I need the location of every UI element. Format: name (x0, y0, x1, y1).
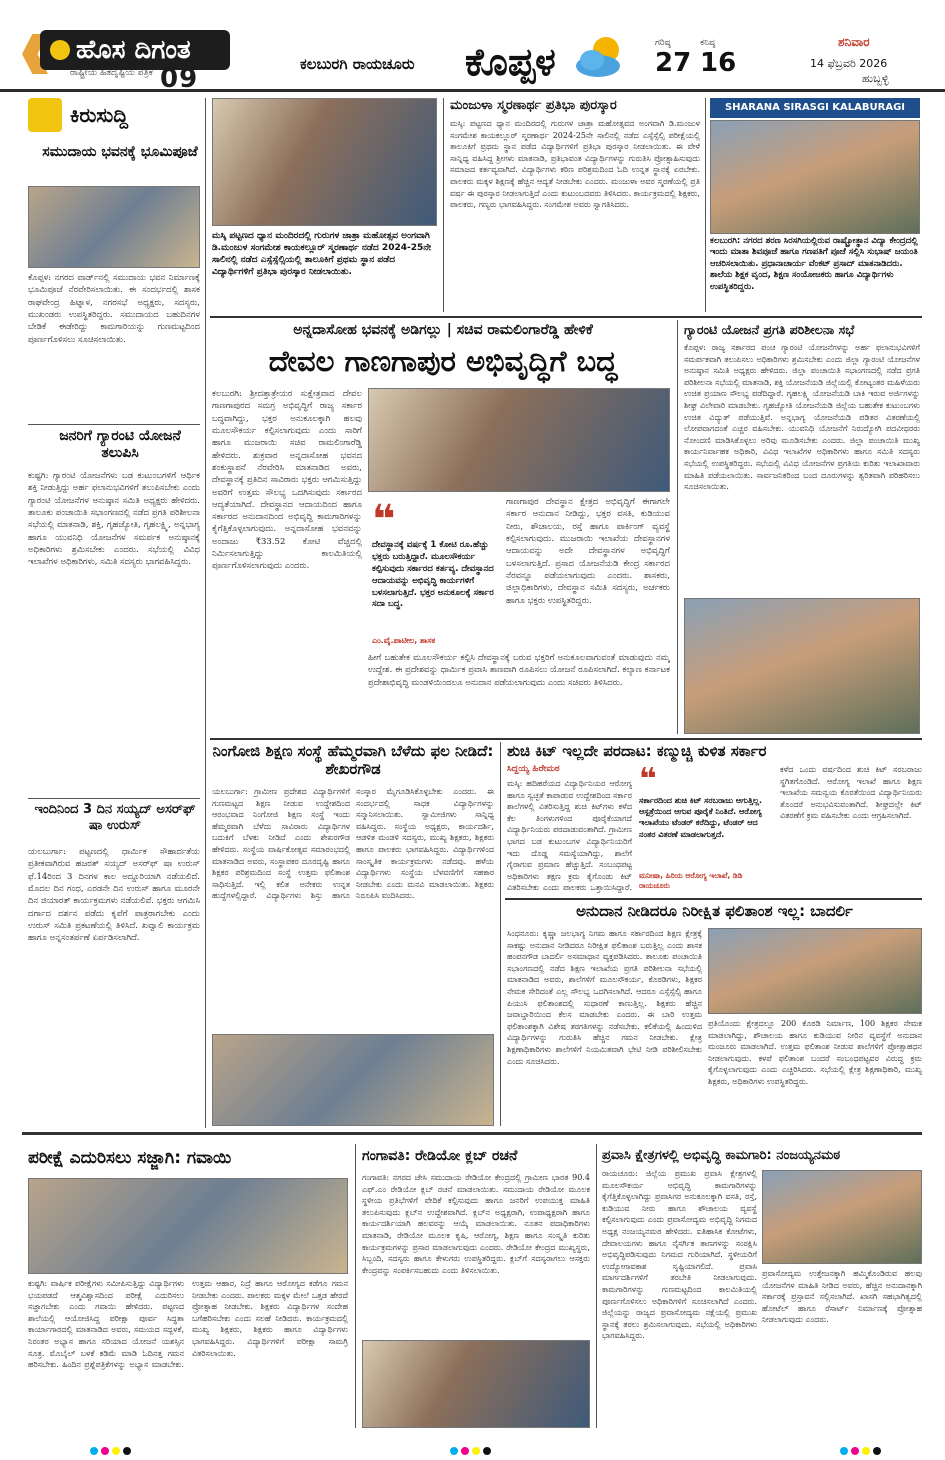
kirusuddi-item1-title: ಸಮುದಾಯ ಭವನಕ್ಕೆ ಭೂಮಿಪೂಜೆ (42, 144, 198, 160)
pariksha-title: ಪರೀಕ್ಷೆ ಎದುರಿಸಲು ಸಜ್ಜಾಗಿ: ಗವಾಯಿ (28, 1148, 232, 1168)
felicitation-photo (212, 98, 437, 226)
ningoji-photo (212, 1034, 494, 1126)
ningoji-body: ಯಲಬುರ್ಗಾ: ಗ್ರಾಮೀಣ ಪ್ರದೇಶದ ವಿದ್ಯಾರ್ಥಿಗಳಿಗೆ ಗುಣಮಟ್ಟದ ಶಿಕ್ಷಣ ನೀಡುವ ಉದ್ದೇಶದಿಂದ ಆರಂಭವಾದ ನಿಂಗೋಜಿ ಶಿಕ್ಷಣ ಸಂಸ್ಥೆ ಇಂದು ಹೆಮ್ಮರವಾಗಿ ಬೆಳೆದು ಸಾವಿರಾರು ವಿದ್ಯಾರ್ಥಿಗಳ ಬದುಕಿಗೆ ಬೆಳಕು ನೀಡಿದೆ ಎಂದು ಶೇಖರಗೌಡ ಹೇಳಿದರು. ಸಂಸ್ಥೆಯ ವಾರ್ಷಿಕೋತ್ಸವ ಸಮಾರಂಭದಲ್ಲಿ ಮಾತನಾಡಿದ ಅವರು, ಸಂಸ್ಥಾಪಕರ ದೂರದೃಷ್ಟಿ ಹಾಗೂ ಶಿಕ್ಷಕರ ಪರಿಶ್ರಮದಿಂದ ಸಂಸ್ಥೆ ಉತ್ತಮ ಫಲಿತಾಂಶ ಸಾಧಿಸುತ್ತಿದೆ. ಇಲ್ಲಿ ಕಲಿತ ಅನೇಕರು ಉನ್ನತ ಹುದ್ದೆಗಳಲ್ಲಿದ್ದಾರೆ. ವಿದ್ಯಾರ್ಥಿಗಳು ಶಿಸ್ತು ಹಾಗೂ ಸಂಸ್ಕಾರ ಮೈಗೂಡಿಸಿಕೊಳ್ಳಬೇಕು ಎಂದರು. ಈ ಸಂದರ್ಭದಲ್ಲಿ ಸಾಧಕ ವಿದ್ಯಾರ್ಥಿಗಳನ್ನು ಸನ್ಮಾನಿಸಲಾಯಿತು. ಸ್ವಾಮೀಜಿಗಳು ಸಾನ್ನಿಧ್ಯ ವಹಿಸಿದ್ದರು. ಸಂಸ್ಥೆಯ ಅಧ್ಯಕ್ಷರು, ಕಾರ್ಯದರ್ಶಿ, ಆಡಳಿತ ಮಂಡಳಿ ಸದಸ್ಯರು, ಮುಖ್ಯ ಶಿಕ್ಷಕರು, ಶಿಕ್ಷಕರು ಹಾಗೂ ಪಾಲಕರು ಭಾಗವಹಿಸಿದ್ದರು. ವಿದ್ಯಾರ್ಥಿಗಳಿಂದ ಸಾಂಸ್ಕೃತಿಕ ಕಾರ್ಯಕ್ರಮಗಳು ನಡೆದವು. ಹಳೆಯ ವಿದ್ಯಾರ್ಥಿಗಳು ಸಂಸ್ಥೆಯ ಬೆಳವಣಿಗೆಗೆ ಸಹಕಾರ ನೀಡಬೇಕು ಎಂದು ಮನವಿ ಮಾಡಲಾಯಿತು. ಶಿಕ್ಷಕರು ನಿರೂಪಿಸಿ ವಂದಿಸಿದರು. (212, 787, 494, 901)
guarantee-photo (684, 598, 920, 734)
lead-photo (368, 388, 670, 492)
weekday: ಶನಿವಾರ (838, 35, 870, 49)
pravasi-body-2: ಪ್ರವಾಸೋದ್ಯಮ ಉತ್ತೇಜನಕ್ಕಾಗಿ ಹಮ್ಮಿಕೊಂಡಿರುವ ಹಲವು ಯೋಜನೆಗಳ ಮಾಹಿತಿ ನೀಡಿದ ಅವರು, ಹೆಚ್ಚಿನ ಅನುದಾನಕ್ಕಾಗಿ ಸರ್ಕಾರಕ್ಕೆ ಪ್ರಸ್ತಾವನೆ ಸಲ್ಲಿಸಲಾಗಿದೆ. ಖಾಸಗಿ ಸಹಭಾಗಿತ್ವದಲ್ಲಿ ಹೋಟೆಲ್ ಹಾಗೂ ರೆಸಾರ್ಟ್ ನಿರ್ಮಾಣಕ್ಕೆ ಪ್ರೋತ್ಸಾಹ ನೀಡಲಾಗುವುದು ಎಂದರು. (762, 1269, 922, 1325)
region-cities: ಕಲಬುರಗಿ ರಾಯಚೂರು (300, 55, 415, 73)
column-rule (705, 98, 706, 312)
issue-date: 14 ಫೆಬ್ರವರಿ 2026 (810, 57, 888, 70)
shuchi-quote-text: ಸರ್ಕಾರದಿಂದ ಶುಚಿ ಕಿಟ್ ಸರಬರಾಜು ಆಗುತ್ತಿಲ್ಲ. ಆಸ್ಪತ್ರೆಯಿಂದ ಆಗುವ ಪೂರೈಕೆ ನಿಂತಿದೆ. ಆರೋಗ್ಯ ಇಲಾಖೆಯು ಟೆಂಡರ್ ಕರೆದಿದ್ದು, ಟೆಂಡರ್ ಆದ ನಂತರ ವಿತರಣೆ ಮಾಡಲಾಗುತ್ತದೆ. (639, 796, 763, 839)
column-rule (443, 98, 444, 312)
section-divider (505, 898, 922, 900)
anudana-title: ಅನುದಾನ ನೀಡಿದರೂ ನಿರೀಕ್ಷಿತ ಫಲಿತಾಂಶ ಇಲ್ಲ: ಬಾದರ್ಲಿ (576, 902, 853, 920)
column-rule (205, 98, 206, 1128)
paper-logo (40, 30, 230, 70)
quote-mark-icon: ❝ (639, 762, 657, 797)
temp-max-block (655, 38, 691, 78)
guarantee-body: ಕೊಪ್ಪಳ: ರಾಜ್ಯ ಸರ್ಕಾರದ ಪಂಚ ಗ್ಯಾರಂಟಿ ಯೋಜನೆಗಳನ್ನು ಅರ್ಹ ಫಲಾನುಭವಿಗಳಿಗೆ ಸಮರ್ಪಕವಾಗಿ ತಲುಪಿಸಲು ಅಧಿಕಾರಿಗಳು ಶ್ರಮಿಸಬೇಕು ಎಂದು ಜಿಲ್ಲಾ ಗ್ಯಾರಂಟಿ ಯೋಜನೆಗಳ ಅನುಷ್ಠಾನ ಸಮಿತಿ ಅಧ್ಯಕ್ಷರು ಹೇಳಿದರು. ಜಿಲ್ಲಾ ಪಂಚಾಯಿತಿ ಸಭಾಂಗಣದಲ್ಲಿ ನಡೆದ ಪ್ರಗತಿ ಪರಿಶೀಲನಾ ಸಭೆಯಲ್ಲಿ ಮಾತನಾಡಿ, ಶಕ್ತಿ ಯೋಜನೆಯಡಿ ಜಿಲ್ಲೆಯಲ್ಲಿ ಕೋಟ್ಯಂತರ ಮಹಿಳೆಯರು ಉಚಿತ ಪ್ರಯಾಣ ಸೌಲಭ್ಯ ಪಡೆದಿದ್ದಾರೆ. ಗೃಹಲಕ್ಷ್ಮಿ ಯೋಜನೆಯಡಿ ಬಾಕಿ ಇರುವ ಅರ್ಜಿಗಳನ್ನು ಶೀಘ್ರ ವಿಲೇವಾರಿ ಮಾಡಬೇಕು. ಗೃಹಜ್ಯೋತಿ ಯೋಜನೆಯಡಿ ಜಿಲ್ಲೆಯ ಬಹುತೇಕ ಕುಟುಂಬಗಳು ಉಚಿತ ವಿದ್ಯುತ್ ಪಡೆಯುತ್ತಿವೆ. ಅನ್ನಭಾಗ್ಯ ಯೋಜನೆಯಡಿ ಪಡಿತರ ವಿತರಣೆಯಲ್ಲಿ ಲೋಪವಾಗದಂತೆ ಎಚ್ಚರ ವಹಿಸಬೇಕು. ಯುವನಿಧಿ ಯೋಜನೆಗೆ ನಿರುದ್ಯೋಗಿ ಪದವೀಧರರು ನೋಂದಣಿ ಮಾಡಿಸಿಕೊಳ್ಳಲು ಅರಿವು ಮೂಡಿಸಬೇಕು ಎಂದರು. ಜಿಲ್ಲಾ ಪಂಚಾಯಿತಿ ಮುಖ್ಯ ಕಾರ್ಯನಿರ್ವಾಹಕ ಅಧಿಕಾರಿ, ವಿವಿಧ ಇಲಾಖೆಗಳ ಅಧಿಕಾರಿಗಳು ಹಾಗೂ ಸಮಿತಿ ಸದಸ್ಯರು ಸಭೆಯಲ್ಲಿ ಉಪಸ್ಥಿತರಿದ್ದರು. ಸಭೆಯಲ್ಲಿ ವಿವಿಧ ಯೋಜನೆಗಳ ಪ್ರಗತಿಯ ಕುರಿತು ಇಲಾಖಾವಾರು ಮಾಹಿತಿ ಪಡೆಯಲಾಯಿತು. ಸಾರ್ವಜನಿಕರಿಂದ ಬಂದ ದೂರುಗಳನ್ನು ತ್ವರಿತವಾಗಿ ಪರಿಹರಿಸಲು ಸೂಚಿಸಲಾಯಿತು. (684, 343, 920, 492)
section-divider (210, 738, 922, 740)
shuchi-body-2: ಕಳೆದ ಒಂದು ವರ್ಷದಿಂದ ಶುಚಿ ಕಿಟ್ ಸರಬರಾಜು ಸ್ಥಗಿತಗೊಂಡಿದೆ. ಆರೋಗ್ಯ ಇಲಾಖೆ ಹಾಗೂ ಶಿಕ್ಷಣ ಇಲಾಖೆಯ ಸಮನ್ವಯ ಕೊರತೆಯಿಂದ ವಿದ್ಯಾರ್ಥಿನಿಯರು ತೊಂದರೆ ಅನುಭವಿಸುವಂತಾಗಿದೆ. ಶೀಘ್ರದಲ್ಲೇ ಕಿಟ್ ವಿತರಣೆಗೆ ಕ್ರಮ ವಹಿಸಬೇಕು ಎಂದು ಆಗ್ರಹಿಸಲಾಗಿದೆ. (780, 765, 922, 821)
sharana-banner: SHARANA SIRASGI KALABURAGI (710, 98, 920, 118)
lead-body-2: ಗಾಣಗಾಪುರ ದೇವಸ್ಥಾನ ಕ್ಷೇತ್ರದ ಅಭಿವೃದ್ಧಿಗೆ ಈಗಾಗಲೇ ಸರ್ಕಾರ ಅನುದಾನ ನೀಡಿದ್ದು, ಭಕ್ತರ ವಸತಿ, ಕುಡಿಯುವ ನೀರು, ಶೌಚಾಲಯ, ರಸ್ತೆ ಹಾಗೂ ಪಾರ್ಕಿಂಗ್ ವ್ಯವಸ್ಥೆ ಕಲ್ಪಿಸಲಾಗುವುದು. ಮುಜರಾಯಿ ಇಲಾಖೆಯ ದೇವಸ್ಥಾನಗಳ ಆದಾಯವನ್ನು ಅದೇ ದೇವಸ್ಥಾನಗಳ ಅಭಿವೃದ್ಧಿಗೆ ಬಳಸಲಾಗುತ್ತಿದೆ. ಪ್ರಸಾದ ಯೋಜನೆಯಡಿ ಕೇಂದ್ರ ಸರ್ಕಾರದ ನೆರವನ್ನೂ ಪಡೆಯಲಾಗುವುದು ಎಂದರು. ಶಾಸಕರು, ಜಿಲ್ಲಾಧಿಕಾರಿಗಳು, ದೇವಸ್ಥಾನ ಸಮಿತಿ ಸದಸ್ಯರು, ಅರ್ಚಕರು ಹಾಗೂ ಭಕ್ತರು ಉಪಸ್ಥಿತರಿದ್ದರು. (506, 497, 670, 606)
section-divider (28, 798, 200, 799)
lead-headline: ದೇವಲ ಗಾಣಗಾಪುರ ಅಭಿವೃದ್ಧಿಗೆ ಬದ್ಧ (268, 344, 618, 378)
sharana-photo (710, 120, 920, 234)
kirusuddi-item3-title: ಇಂದಿನಿಂದ 3 ದಿನ ಸಯ್ಯದ್ ಅಸರ್‌ಫ್ ಷಾ ಉರುಸ್ (34, 802, 196, 833)
paper-name: ಹೊಸ ದಿಗಂತ (76, 34, 191, 65)
registration-marks-center (450, 1440, 494, 1459)
registration-marks-right (840, 1440, 884, 1459)
temp-min-block (700, 38, 736, 78)
section-divider (22, 1132, 922, 1135)
registration-marks-left (90, 1440, 134, 1459)
temp-min-label: ಕನಿಷ್ಠ (700, 38, 716, 48)
kirusuddi-label: ಕಿರುಸುದ್ದಿ (70, 103, 129, 127)
quote-mark-icon: ❝ (372, 497, 396, 543)
temp-max-label: ಗರಿಷ್ಠ (655, 38, 671, 48)
kirusuddi-item3-body: ಯಲಬುರ್ಗಾ: ಪಟ್ಟಣದಲ್ಲಿ ಧಾರ್ಮಿಕ ಸೌಹಾರ್ದತೆಯ ಪ್ರತೀಕವಾಗಿರುವ ಹಜರತ್ ಸಯ್ಯದ್ ಅಸರ್‌ಫ್ ಷಾ ಉರುಸ್ ಫೆ.14ರಿಂದ 3 ದಿನಗಳ ಕಾಲ ಅದ್ದೂರಿಯಾಗಿ ನಡೆಯಲಿದೆ. ಮೊದಲ ದಿನ ಗಂಧ, ಎರಡನೇ ದಿನ ಉರುಸ್ ಹಾಗೂ ಮೂರನೇ ದಿನ ಜಿಯಾರತ್ ಕಾರ್ಯಕ್ರಮಗಳು ನಡೆಯಲಿವೆ. ಭಕ್ತರು ಆಗಮಿಸಿ ದರ್ಗಾದ ದರ್ಶನ ಪಡೆದು ಕೃಪೆಗೆ ಪಾತ್ರರಾಗಬೇಕು ಎಂದು ಉರುಸ್ ಸಮಿತಿ ಪ್ರಕಟಣೆಯಲ್ಲಿ ತಿಳಿಸಿದೆ. ಖವ್ವಾಲಿ ಕಾರ್ಯಕ್ರಮ ಹಾಗೂ ಅನ್ನಸಂತರ್ಪಣೆ ಏರ್ಪಡಿಸಲಾಗಿದೆ. (28, 847, 200, 944)
section-divider (210, 316, 922, 318)
kirusuddi-item1-photo (28, 186, 200, 268)
column-rule (677, 320, 678, 734)
kirusuddi-item2-body: ಕುಷ್ಟಗಿ: ಗ್ಯಾರಂಟಿ ಯೋಜನೆಗಳು ಬಡ ಕುಟುಂಬಗಳಿಗೆ ಆರ್ಥಿಕ ಶಕ್ತಿ ನೀಡುತ್ತಿದ್ದು ಅರ್ಹ ಫಲಾನುಭವಿಗಳಿಗೆ ತಲುಪಿಸಬೇಕು ಎಂದು ಗ್ಯಾರಂಟಿ ಯೋಜನೆಗಳ ಅನುಷ್ಠಾನ ಸಮಿತಿ ಅಧ್ಯಕ್ಷರು ಹೇಳಿದರು. ತಾಲೂಕು ಪಂಚಾಯಿತಿ ಸಭಾಂಗಣದಲ್ಲಿ ನಡೆದ ಪ್ರಗತಿ ಪರಿಶೀಲನಾ ಸಭೆಯಲ್ಲಿ ಮಾತನಾಡಿ, ಶಕ್ತಿ, ಗೃಹಜ್ಯೋತಿ, ಗೃಹಲಕ್ಷ್ಮಿ, ಅನ್ನಭಾಗ್ಯ ಹಾಗೂ ಯುವನಿಧಿ ಯೋಜನೆಗಳ ಸಮರ್ಪಕ ಅನುಷ್ಠಾನಕ್ಕೆ ಅಧಿಕಾರಿಗಳು ಶ್ರಮಿಸಬೇಕು ಎಂದರು. ಸಭೆಯಲ್ಲಿ ವಿವಿಧ ಇಲಾಖೆಗಳ ಅಧಿಕಾರಿಗಳು, ಸಮಿತಿ ಸದಸ್ಯರು ಭಾಗವಹಿಸಿದ್ದರು. (28, 471, 200, 568)
pravasi-title: ಪ್ರವಾಸಿ ಕ್ಷೇತ್ರಗಳಲ್ಲಿ ಅಭಿವೃದ್ಧಿ ಕಾಮಗಾರಿ: ನಂಜಯ್ಯನಮಠ (602, 1148, 841, 1163)
pravasi-photo (762, 1170, 922, 1264)
hand-icon (28, 98, 62, 132)
shuchi-title: ಶುಚಿ ಕಿಟ್ ಇಲ್ಲದೇ ಪರದಾಟ: ಕಣ್ಮುಚ್ಚಿ ಕುಳಿತ ಸರ್ಕಾರ (507, 742, 767, 760)
lead-quote-author: ಎಂ.ವೈ.ಪಾಟೀಲ, ಶಾಸಕ (372, 636, 436, 645)
anudana-photo (708, 928, 922, 1014)
column-rule (500, 742, 501, 1126)
pariksha-body: ಕುಷ್ಟಗಿ: ವಾರ್ಷಿಕ ಪರೀಕ್ಷೆಗಳು ಸಮೀಪಿಸುತ್ತಿದ್ದು ವಿದ್ಯಾರ್ಥಿಗಳು ಭಯಪಡದೆ ಆತ್ಮವಿಶ್ವಾಸದಿಂದ ಪರೀಕ್ಷೆ ಎದುರಿಸಲು ಸಜ್ಜಾಗಬೇಕು ಎಂದು ಗವಾಯಿ ಹೇಳಿದರು. ಪಟ್ಟಣದ ಶಾಲೆಯಲ್ಲಿ ಆಯೋಜಿಸಿದ್ದ ಪರೀಕ್ಷಾ ಪೂರ್ವ ಸಿದ್ಧತಾ ಕಾರ್ಯಾಗಾರದಲ್ಲಿ ಮಾತನಾಡಿದ ಅವರು, ಸಮಯದ ಸದ್ಬಳಕೆ, ನಿರಂತರ ಅಭ್ಯಾಸ ಹಾಗೂ ಸರಿಯಾದ ಯೋಜನೆ ಯಶಸ್ಸಿನ ಸೂತ್ರ. ಮೊಬೈಲ್ ಬಳಕೆ ಕಡಿಮೆ ಮಾಡಿ ಓದಿನತ್ತ ಗಮನ ಹರಿಸಬೇಕು. ಹಿಂದಿನ ಪ್ರಶ್ನೆಪತ್ರಿಕೆಗಳನ್ನು ಅಭ್ಯಾಸ ಮಾಡಬೇಕು. ಉತ್ತಮ ಆಹಾರ, ನಿದ್ರೆ ಹಾಗೂ ಆರೋಗ್ಯದ ಕಡೆಗೂ ಗಮನ ನೀಡಬೇಕು ಎಂದರು. ಪಾಲಕರು ಮಕ್ಕಳ ಮೇಲೆ ಒತ್ತಡ ಹೇರದೆ ಪ್ರೋತ್ಸಾಹ ನೀಡಬೇಕು. ಶಿಕ್ಷಕರು ವಿದ್ಯಾರ್ಥಿಗಳ ಸಂದೇಹ ಬಗೆಹರಿಸಬೇಕು ಎಂದು ಸಲಹೆ ನೀಡಿದರು. ಕಾರ್ಯಕ್ರಮದಲ್ಲಿ ಮುಖ್ಯ ಶಿಕ್ಷಕರು, ಶಿಕ್ಷಕರು ಹಾಗೂ ವಿದ್ಯಾರ್ಥಿಗಳು ಭಾಗವಹಿಸಿದ್ದರು. ವಿದ್ಯಾರ್ಥಿಗಳಿಗೆ ಪರೀಕ್ಷಾ ಸಾಮಗ್ರಿ ವಿತರಿಸಲಾಯಿತು. (28, 1279, 348, 1370)
lead-body-1: ಕಲಬುರಗಿ: ಶ್ರೀದತ್ತಾತ್ರೇಯರ ಸುಕ್ಷೇತ್ರವಾದ ದೇವಲ ಗಾಣಗಾಪುರದ ಸಮಗ್ರ ಅಭಿವೃದ್ಧಿಗೆ ರಾಜ್ಯ ಸರ್ಕಾರ ಬದ್ಧವಾಗಿದ್ದು, ಭಕ್ತರ ಅನುಕೂಲಕ್ಕಾಗಿ ಹಲವು ಮೂಲಸೌಕರ್ಯ ಕಲ್ಪಿಸಲಾಗುವುದು ಎಂದು ಸಾರಿಗೆ ಹಾಗೂ ಮುಜರಾಯಿ ಸಚಿವ ರಾಮಲಿಂಗಾರೆಡ್ಡಿ ಹೇಳಿದರು. ಶುಕ್ರವಾರ ಅನ್ನದಾಸೋಹ ಭವನದ ಶಂಕುಸ್ಥಾಪನೆ ನೆರವೇರಿಸಿ ಮಾತನಾಡಿದ ಅವರು, ದೇವಸ್ಥಾನಕ್ಕೆ ಪ್ರತಿದಿನ ಸಾವಿರಾರು ಭಕ್ತರು ಆಗಮಿಸುತ್ತಿದ್ದು ಅವರಿಗೆ ಉತ್ತಮ ಸೌಲಭ್ಯ ಒದಗಿಸುವುದು ಸರ್ಕಾರದ ಆದ್ಯತೆಯಾಗಿದೆ. ದೇವಸ್ಥಾನದ ಆದಾಯದಿಂದ ಹಾಗೂ ಸರ್ಕಾರದ ಅನುದಾನದಿಂದ ಅಭಿವೃದ್ಧಿ ಕಾಮಗಾರಿಗಳನ್ನು ಕೈಗೆತ್ತಿಕೊಳ್ಳಲಾಗುವುದು. ಅನ್ನದಾಸೋಹ ಭವನವನ್ನು ಅಂದಾಜು ₹33.52 ಕೋಟಿ ವೆಚ್ಚದಲ್ಲಿ ನಿರ್ಮಿಸಲಾಗುತ್ತಿದ್ದು ಕಾಲಮಿತಿಯಲ್ಲಿ ಪೂರ್ಣಗೊಳಿಸಲಾಗುವುದು ಎಂದರು. (212, 389, 362, 572)
kirusuddi-item2-title: ಜನರಿಗೆ ಗ್ಯಾರಂಟಿ ಯೋಜನೆ ತಲುಪಿಸಿ (59, 428, 181, 461)
edition-place: ಹುಬ್ಬಳ್ಳಿ (862, 72, 889, 85)
guarantee-title: ಗ್ಯಾರಂಟಿ ಯೋಜನೆ ಪ್ರಗತಿ ಪರಿಶೀಲನಾ ಸಭೆ (684, 322, 855, 337)
lead-kicker: ಅನ್ನದಾಸೋಹ ಭವನಕ್ಕೆ ಅಡಿಗಲ್ಲು | ಸಚಿವ ರಾಮಲಿಂಗಾರೆಡ್ಡಿ ಹೇಳಿಕೆ (293, 322, 593, 338)
manjula-body: ಮಸ್ಕಿ: ಪಟ್ಟಣದ ಧ್ಯಾನ ಮಂದಿರದಲ್ಲಿ ಗುರುಗಳ ಜಾತ್ರಾ ಮಹೋತ್ಸವದ ಅಂಗವಾಗಿ ಡಿ.ಮಂಜುಳ ಸಂಗಮೇಶ ಕಾಯಕಲ್ಲೂರ್ ಸ್ಮರಣಾರ್ಥ 2024-25ನೇ ಸಾಲಿನಲ್ಲಿ ನಡೆದ ಎಸ್ಸೆಸ್ಸೆಲ್ಸಿ ಪರೀಕ್ಷೆಯಲ್ಲಿ ತಾಲೂಕಿಗೆ ಪ್ರಥಮ ಸ್ಥಾನ ಪಡೆದ ವಿದ್ಯಾರ್ಥಿಗಳಿಗೆ ಪ್ರತಿಭಾ ಪುರಸ್ಕಾರ ನೀಡಲಾಯಿತು. ಈ ವೇಳೆ ಸಾನ್ನಿಧ್ಯ ವಹಿಸಿದ್ದ ಶ್ರೀಗಳು ಮಾತನಾಡಿ, ಪ್ರತಿಭಾವಂತ ವಿದ್ಯಾರ್ಥಿಗಳನ್ನು ಗುರುತಿಸಿ ಪ್ರೋತ್ಸಾಹಿಸುವುದು ಸಮಾಜದ ಕರ್ತವ್ಯವಾಗಿದೆ. ವಿದ್ಯಾರ್ಥಿಗಳು ಕಠಿಣ ಪರಿಶ್ರಮದಿಂದ ಓದಿ ಉನ್ನತ ಸ್ಥಾನಕ್ಕೆ ಏರಬೇಕು. ಪಾಲಕರು ಮಕ್ಕಳ ಶಿಕ್ಷಣಕ್ಕೆ ಹೆಚ್ಚಿನ ಆದ್ಯತೆ ನೀಡಬೇಕು ಎಂದರು. ಮಂಜುಳಾ ಅವರ ಸ್ಮರಣೆಯಲ್ಲಿ ಪ್ರತಿ ವರ್ಷ ಈ ಪುರಸ್ಕಾರ ನೀಡಲಾಗುತ್ತಿದೆ ಎಂದು ಕುಟುಂಬದವರು ತಿಳಿಸಿದರು. ಕಾರ್ಯಕ್ರಮದಲ್ಲಿ ಶಿಕ್ಷಕರು, ಪಾಲಕರು, ಗಣ್ಯರು ಭಾಗವಹಿಸಿದ್ದರು. ಸಂಗಮೇಶ ಅವರು ಸ್ವಾಗತಿಸಿದರು. (450, 119, 700, 210)
weather-cloud-icon (570, 32, 630, 82)
kirusuddi-tag (28, 98, 203, 138)
radio-title: ಗಂಗಾವತಿ: ರೇಡಿಯೋ ಕ್ಲಬ್ ರಚನೆ (362, 1148, 518, 1164)
radio-body: ಗಂಗಾವತಿ: ನಗರದ ಜೇಸಿ ಸಮುದಾಯ ರೇಡಿಯೋ ಕೇಂದ್ರದಲ್ಲಿ ಗ್ರಾಮೀಣ ಭಾರತ 90.4 ಎಫ್.ಎಂ ರೇಡಿಯೋ ಕ್ಲಬ್ ರಚನೆ ಮಾಡಲಾಯಿತು. ಸಮುದಾಯ ರೇಡಿಯೋ ಮೂಲಕ ಸ್ಥಳೀಯ ಪ್ರತಿಭೆಗಳಿಗೆ ವೇದಿಕೆ ಕಲ್ಪಿಸುವುದು ಹಾಗೂ ಜನರಿಗೆ ಉಪಯುಕ್ತ ಮಾಹಿತಿ ತಲುಪಿಸುವುದು ಕ್ಲಬ್‌ನ ಉದ್ದೇಶವಾಗಿದೆ. ಕ್ಲಬ್‌ನ ಅಧ್ಯಕ್ಷರಾಗಿ, ಉಪಾಧ್ಯಕ್ಷರಾಗಿ ಹಾಗೂ ಕಾರ್ಯದರ್ಶಿಯಾಗಿ ಹಲವರನ್ನು ಆಯ್ಕೆ ಮಾಡಲಾಯಿತು. ನೂತನ ಪದಾಧಿಕಾರಿಗಳು ಮಾತನಾಡಿ, ರೇಡಿಯೋ ಮೂಲಕ ಕೃಷಿ, ಆರೋಗ್ಯ, ಶಿಕ್ಷಣ ಹಾಗೂ ಸಂಸ್ಕೃತಿ ಕುರಿತು ಕಾರ್ಯಕ್ರಮಗಳನ್ನು ಪ್ರಸಾರ ಮಾಡಲಾಗುವುದು ಎಂದರು. ರೇಡಿಯೋ ಕೇಂದ್ರದ ಮುಖ್ಯಸ್ಥರು, ಸಿಬ್ಬಂದಿ, ಸದಸ್ಯರು ಹಾಗೂ ಕೇಳುಗರು ಉಪಸ್ಥಿತರಿದ್ದರು. ಕ್ಲಬ್‌ಗೆ ಸದಸ್ಯರಾಗಲು ಆಸಕ್ತರು ಕೇಂದ್ರವನ್ನು ಸಂಪರ್ಕಿಸಬಹುದು ಎಂದು ತಿಳಿಸಲಾಯಿತು. (362, 1173, 590, 1275)
kirusuddi-item1-body: ಕೊಪ್ಪಳ: ನಗರದ ವಾರ್ಡ್‌ನಲ್ಲಿ ಸಮುದಾಯ ಭವನ ನಿರ್ಮಾಣಕ್ಕೆ ಭೂಮಿಪೂಜೆ ನೆರವೇರಿಸಲಾಯಿತು. ಈ ಸಂದರ್ಭದಲ್ಲಿ ಶಾಸಕ ರಾಘವೇಂದ್ರ ಹಿಟ್ನಾಳ, ನಗರಸಭೆ ಅಧ್ಯಕ್ಷರು, ಸದಸ್ಯರು, ಮುಖಂಡರು ಉಪಸ್ಥಿತರಿದ್ದರು. ಸಮುದಾಯದ ಬಹುದಿನಗಳ ಬೇಡಿಕೆ ಈಡೇರಿದ್ದು ಕಾಮಗಾರಿಯನ್ನು ಗುಣಮಟ್ಟದಿಂದ ಪೂರ್ಣಗೊಳಿಸಲು ಸೂಚಿಸಲಾಯಿತು. (28, 273, 200, 345)
temp-min-value: 16 (700, 48, 737, 78)
anudana-body-2: ಪ್ರತಿಯೊಂದು ಕ್ಷೇತ್ರದಲ್ಲೂ 200 ಕೊಠಡಿ ನಿರ್ಮಾಣ, 100 ಶಿಕ್ಷಕರ ನೇಮಕ ಮಾಡಲಾಗಿದ್ದು, ಶೌಚಾಲಯ ಹಾಗೂ ಕುಡಿಯುವ ನೀರಿನ ವ್ಯವಸ್ಥೆಗೆ ಅನುದಾನ ಮಂಜೂರು ಮಾಡಲಾಗಿದೆ. ಉತ್ತಮ ಫಲಿತಾಂಶ ನೀಡುವ ಶಾಲೆಗಳಿಗೆ ಪ್ರೋತ್ಸಾಹಧನ ನೀಡಲಾಗುವುದು. ಕಳಪೆ ಫಲಿತಾಂಶ ಬಂದರೆ ಸಂಬಂಧಪಟ್ಟವರ ವಿರುದ್ಧ ಕ್ರಮ ಕೈಗೊಳ್ಳಲಾಗುವುದು ಎಂದು ಎಚ್ಚರಿಸಿದರು. ಸಭೆಯಲ್ಲಿ ಕ್ಷೇತ್ರ ಶಿಕ್ಷಣಾಧಿಕಾರಿ, ಮುಖ್ಯ ಶಿಕ್ಷಕರು, ಅಧಿಕಾರಿಗಳು ಉಪಸ್ಥಿತರಿದ್ದರು. (708, 1019, 922, 1086)
shuchi-quote-box (636, 762, 776, 894)
sharana-caption: ಕಲಬುರಗಿ: ನಗರದ ಶರಣ ಸಿರಸಗಿಯಲ್ಲಿರುವ ರಾಷ್ಟ್ರೋತ್ಥಾನ ವಿದ್ಯಾ ಕೇಂದ್ರದಲ್ಲಿ ಇಂದು ಮಾತಾ ಶಿವಪೂಜೆ ಹಾಗೂ ಗಣಪತಿಗೆ ಪೂಜೆ ಸಲ್ಲಿಸಿ ಸುಭಾಷ್ ಜಯಂತಿ ಆಚರಿಸಲಾಯಿತು. ಪ್ರಧಾನಾಚಾರ್ಯ ವೆಂಕಟ್ ಪ್ರಸಾದ್ ಮಾತನಾಡಿದರು. ಶಾಲೆಯ ಶಿಕ್ಷಕ ವೃಂದ, ಶಿಕ್ಷಣ ಸಂಯೋಜಕರು ಹಾಗೂ ವಿದ್ಯಾರ್ಥಿಗಳು ಉಪಸ್ಥಿತರಿದ್ದರು. (710, 236, 918, 292)
temp-max-value: 27 (655, 48, 692, 78)
felicitation-caption: ಮಸ್ಕಿ ಪಟ್ಟಣದ ಧ್ಯಾನ ಮಂದಿರದಲ್ಲಿ ಗುರುಗಳ ಜಾತ್ರಾ ಮಹೋತ್ಸವ ಅಂಗವಾಗಿ ಡಿ.ಮಂಜುಳ ಸಂಗಮೇಶ ಕಾಯಕಲ್ಲೂರ್ ಸ್ಮರಣಾರ್ಥ ನಡೆದ 2024-25ನೇ ಸಾಲಿನಲ್ಲಿ ನಡೆದ ಎಸ್ಸೆಸ್ಸೆಲ್ಸಿಯಲ್ಲಿ ತಾಲೂಕಿಗೆ ಪ್ರಥಮ ಸ್ಥಾನ ಪಡೆದ ವಿದ್ಯಾರ್ಥಿಗಳಿಗೆ ಪ್ರತಿಭಾ ಪುರಸ್ಕಾರ ನೀಡಲಾಯಿತು. (212, 231, 432, 278)
logo-icon (50, 40, 70, 60)
column-rule (355, 1144, 356, 1428)
section-divider (28, 424, 200, 425)
column-rule (596, 1144, 597, 1428)
radio-photo (362, 1340, 590, 1428)
shuchi-byline: ಸಿದ್ದಯ್ಯ ಹಿರೇಮಠ (507, 764, 560, 774)
lead-quote-text: ದೇವಸ್ಥಾನಕ್ಕೆ ವರ್ಷಕ್ಕೆ 1 ಕೋಟಿ ರೂ.ಹೆಚ್ಚು ಭಕ್ತರು ಬರುತ್ತಿದ್ದಾರೆ. ಮೂಲಸೌಕರ್ಯ ಕಲ್ಪಿಸುವುದು ಸರ್ಕಾರದ ಕರ್ತವ್ಯ. ದೇವಸ್ಥಾನದ ಆದಾಯವನ್ನು ಅಭಿವೃದ್ಧಿ ಕಾರ್ಯಗಳಿಗೆ ಬಳಸಲಾಗುತ್ತಿದೆ. ಭಕ್ತರ ಅನುಕೂಲಕ್ಕೆ ಸರ್ಕಾರ ಸದಾ ಬದ್ಧ. (372, 540, 494, 610)
shuchi-body: ಮಸ್ಕಿ: ಹದಿಹರೆಯದ ವಿದ್ಯಾರ್ಥಿನಿಯರ ಆರೋಗ್ಯ ಹಾಗೂ ಸ್ವಚ್ಛತೆ ಕಾಪಾಡುವ ಉದ್ದೇಶದಿಂದ ಸರ್ಕಾರ ಶಾಲೆಗಳಲ್ಲಿ ವಿತರಿಸುತ್ತಿದ್ದ ಶುಚಿ ಕಿಟ್‌ಗಳು ಕಳೆದ ಕೆಲ ತಿಂಗಳುಗಳಿಂದ ಪೂರೈಕೆಯಾಗದೆ ವಿದ್ಯಾರ್ಥಿನಿಯರು ಪರದಾಡುವಂತಾಗಿದೆ. ಗ್ರಾಮೀಣ ಭಾಗದ ಬಡ ಕುಟುಂಬಗಳ ವಿದ್ಯಾರ್ಥಿನಿಯರಿಗೆ ಇದು ದೊಡ್ಡ ಸಮಸ್ಯೆಯಾಗಿದ್ದು, ಶಾಲೆಗೆ ಗೈರಾಗುವ ಪ್ರಮಾಣ ಹೆಚ್ಚುತ್ತಿದೆ. ಸಂಬಂಧಪಟ್ಟ ಅಧಿಕಾರಿಗಳು ತಕ್ಷಣ ಕ್ರಮ ಕೈಗೊಂಡು ಕಿಟ್ ವಿತರಿಸಬೇಕು ಎಂದು ಪಾಲಕರು ಒತ್ತಾಯಿಸಿದ್ದಾರೆ. (507, 779, 632, 893)
ningoji-title: ನಿಂಗೋಜಿ ಶಿಕ್ಷಣ ಸಂಸ್ಥೆ ಹೆಮ್ಮರವಾಗಿ ಬೆಳೆದು ಫಲ ನೀಡಿದೆ: ಶೇಖರಗೌಡ (212, 742, 494, 778)
manjula-title: ಮಂಜುಳಾ ಸ್ಮರಣಾರ್ಥ ಪ್ರತಿಭಾ ಪುರಸ್ಕಾರ (450, 98, 617, 113)
pariksha-photo (28, 1178, 348, 1274)
paper-tagline: ರಾಷ್ಟ್ರೀಯ ಹಿತದೃಷ್ಟಿಯ ಪತ್ರಿಕೆ (70, 68, 154, 78)
masthead (0, 0, 945, 92)
lead-quote-box (368, 496, 500, 648)
shuchi-quote-author: ಮನೀಷಾ, ಹಿರಿಯ ಆರೋಗ್ಯ ಇಲಾಖೆ, ಡಿಡಿ ರಾಯಚೂರು (639, 871, 743, 890)
page-number: 09 (160, 64, 199, 94)
district-name: ಕೊಪ್ಪಳ (465, 40, 556, 84)
lead-body-3: ಹೀಗೆ ಬಹುತೇಕ ಮೂಲಸೌಕರ್ಯ ಕಲ್ಪಿಸಿ ದೇವಸ್ಥಾನಕ್ಕೆ ಬರುವ ಭಕ್ತರಿಗೆ ಅನುಕೂಲವಾಗುವಂತೆ ಮಾಡುವುದು ನಮ್ಮ ಉದ್ದೇಶ. ಈ ಪ್ರದೇಶವನ್ನು ಧಾರ್ಮಿಕ ಪ್ರವಾಸಿ ತಾಣವಾಗಿ ರೂಪಿಸಲು ಯೋಜನೆ ರೂಪಿಸಲಾಗಿದೆ. ಕಲ್ಯಾಣ ಕರ್ನಾಟಕ ಪ್ರದೇಶಾಭಿವೃದ್ಧಿ ಮಂಡಳಿಯಿಂದಲೂ ಅನುದಾನ ಪಡೆಯಲಾಗುವುದು ಎಂದು ಸಚಿವರು ತಿಳಿಸಿದರು. (368, 653, 670, 688)
anudana-body: ಸಿಂಧನೂರು: ಕೃಷ್ಣಾ ಜಲಭಾಗ್ಯ ನಿಗಮ ಹಾಗೂ ಸರ್ಕಾರದಿಂದ ಶಿಕ್ಷಣ ಕ್ಷೇತ್ರಕ್ಕೆ ಸಾಕಷ್ಟು ಅನುದಾನ ನೀಡಿದರೂ ನಿರೀಕ್ಷಿತ ಫಲಿತಾಂಶ ಬರುತ್ತಿಲ್ಲ ಎಂದು ಶಾಸಕ ಹಂಪನಗೌಡ ಬಾದರ್ಲಿ ಅಸಮಾಧಾನ ವ್ಯಕ್ತಪಡಿಸಿದರು. ತಾಲೂಕು ಪಂಚಾಯಿತಿ ಸಭಾಂಗಣದಲ್ಲಿ ನಡೆದ ಶಿಕ್ಷಣ ಇಲಾಖೆಯ ಪ್ರಗತಿ ಪರಿಶೀಲನಾ ಸಭೆಯಲ್ಲಿ ಮಾತನಾಡಿದ ಅವರು, ಶಾಲೆಗಳಿಗೆ ಮೂಲಸೌಕರ್ಯ, ಕೊಠಡಿಗಳು, ಶಿಕ್ಷಕರ ನೇಮಕ ಸೇರಿದಂತೆ ಎಲ್ಲ ಸೌಲಭ್ಯ ಒದಗಿಸಲಾಗಿದೆ. ಆದರೂ ಎಸ್ಸೆಸ್ಸೆಲ್ಸಿ ಹಾಗೂ ಪಿಯುಸಿ ಫಲಿತಾಂಶದಲ್ಲಿ ಸುಧಾರಣೆ ಕಾಣುತ್ತಿಲ್ಲ. ಶಿಕ್ಷಕರು ಹೆಚ್ಚಿನ ಜವಾಬ್ದಾರಿಯಿಂದ ಕೆಲಸ ಮಾಡಬೇಕು ಎಂದರು. ಈ ಬಾರಿ ಉತ್ತಮ ಫಲಿತಾಂಶಕ್ಕಾಗಿ ವಿಶೇಷ ತರಗತಿಗಳನ್ನು ನಡೆಸಬೇಕು. ಕಲಿಕೆಯಲ್ಲಿ ಹಿಂದುಳಿದ ವಿದ್ಯಾರ್ಥಿಗಳನ್ನು ಗುರುತಿಸಿ ಹೆಚ್ಚಿನ ಗಮನ ನೀಡಬೇಕು. ಕ್ಷೇತ್ರ ಶಿಕ್ಷಣಾಧಿಕಾರಿಗಳು ಶಾಲೆಗಳಿಗೆ ನಿಯಮಿತವಾಗಿ ಭೇಟಿ ನೀಡಿ ಪರಿಶೀಲಿಸಬೇಕು ಎಂದು ಸೂಚಿಸಿದರು. (507, 929, 702, 1066)
pravasi-body: ರಾಯಚೂರು: ಜಿಲ್ಲೆಯ ಪ್ರಮುಖ ಪ್ರವಾಸಿ ಕ್ಷೇತ್ರಗಳಲ್ಲಿ ಮೂಲಸೌಕರ್ಯ ಅಭಿವೃದ್ಧಿ ಕಾಮಗಾರಿಗಳನ್ನು ಕೈಗೆತ್ತಿಕೊಳ್ಳಲಾಗಿದ್ದು ಪ್ರವಾಸಿಗರ ಅನುಕೂಲಕ್ಕಾಗಿ ವಸತಿ, ರಸ್ತೆ, ಕುಡಿಯುವ ನೀರು ಹಾಗೂ ಶೌಚಾಲಯ ವ್ಯವಸ್ಥೆ ಕಲ್ಪಿಸಲಾಗುವುದು ಎಂದು ಪ್ರವಾಸೋದ್ಯಮ ಅಭಿವೃದ್ಧಿ ನಿಗಮದ ಅಧ್ಯಕ್ಷ ನಂಜಯ್ಯನಮಠ ಹೇಳಿದರು. ಐತಿಹಾಸಿಕ ಕೋಟೆಗಳು, ದೇವಾಲಯಗಳು ಹಾಗೂ ನೈಸರ್ಗಿಕ ತಾಣಗಳನ್ನು ಸಂರಕ್ಷಿಸಿ ಅಭಿವೃದ್ಧಿಪಡಿಸುವುದು ನಿಗಮದ ಗುರಿಯಾಗಿದೆ. ಸ್ಥಳೀಯರಿಗೆ ಉದ್ಯೋಗಾವಕಾಶ ಸೃಷ್ಟಿಯಾಗಲಿದೆ. ಪ್ರವಾಸಿ ಮಾರ್ಗದರ್ಶಿಗಳಿಗೆ ತರಬೇತಿ ನೀಡಲಾಗುವುದು. ಕಾಮಗಾರಿಗಳನ್ನು ಗುಣಮಟ್ಟದಿಂದ ಕಾಲಮಿತಿಯಲ್ಲಿ ಪೂರ್ಣಗೊಳಿಸಲು ಅಧಿಕಾರಿಗಳಿಗೆ ಸೂಚಿಸಲಾಗಿದೆ ಎಂದರು. ಜಿಲ್ಲೆಯನ್ನು ರಾಜ್ಯದ ಪ್ರವಾಸೋದ್ಯಮ ನಕ್ಷೆಯಲ್ಲಿ ಪ್ರಮುಖ ಸ್ಥಾನಕ್ಕೆ ತರಲು ಶ್ರಮಿಸಲಾಗುವುದು. ಸಭೆಯಲ್ಲಿ ಅಧಿಕಾರಿಗಳು ಭಾಗವಹಿಸಿದ್ದರು. (602, 1169, 757, 1341)
